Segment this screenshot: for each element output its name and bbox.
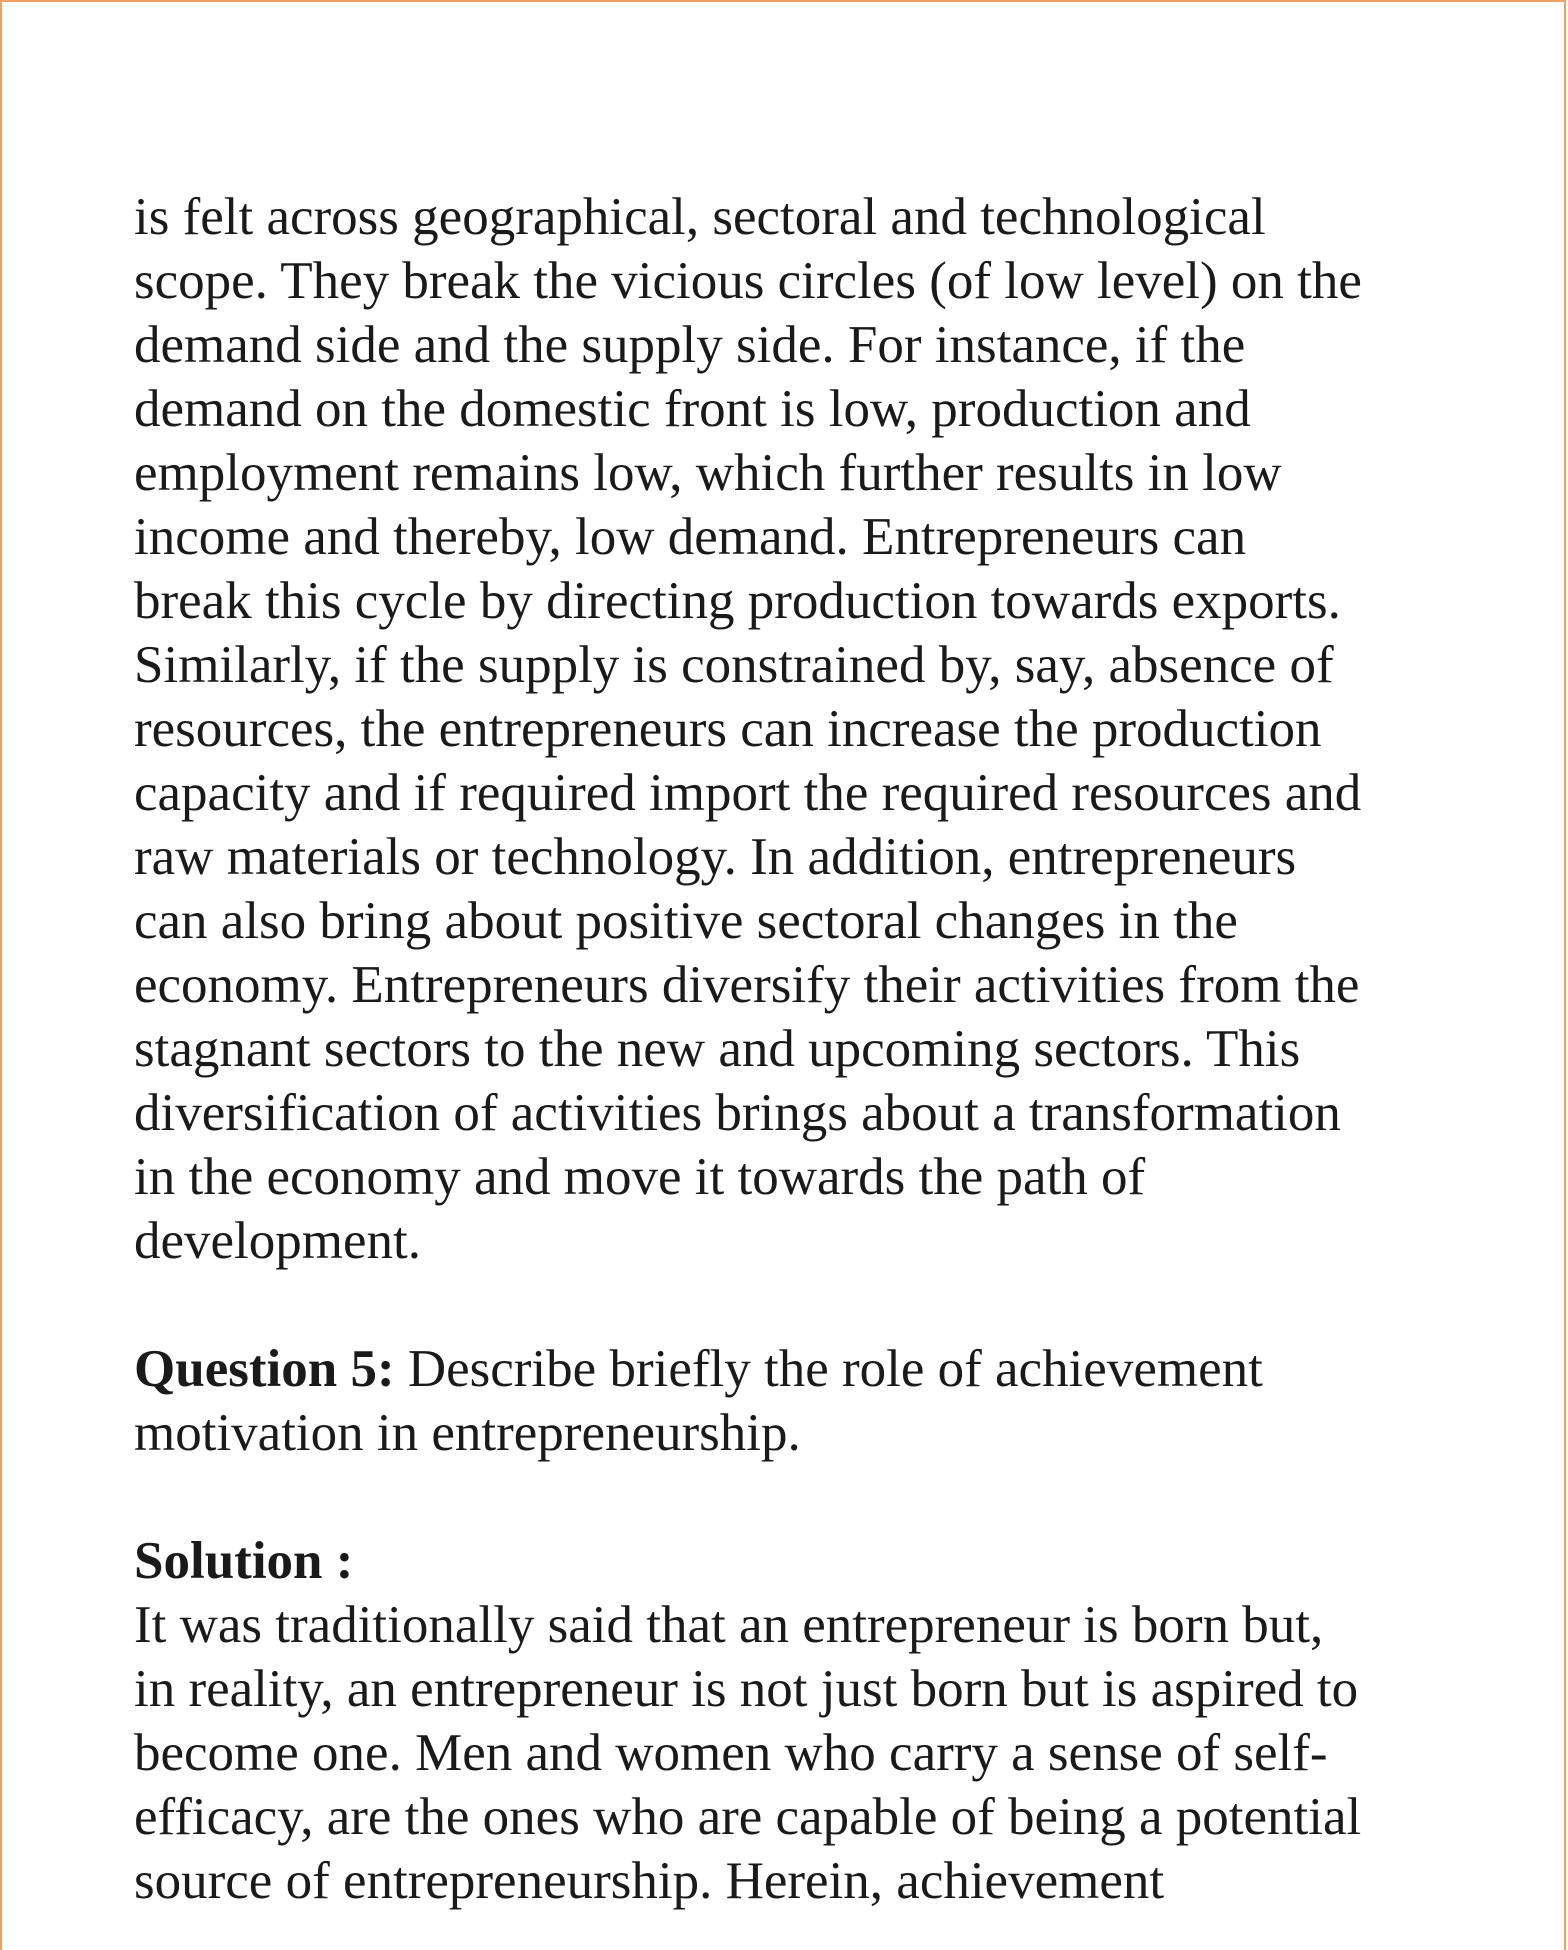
text-line: in reality, an entrepreneur is not just born but is aspired to (134, 1660, 1359, 1718)
question-line: motivation in entrepreneurship. (134, 1404, 801, 1462)
text-line: demand side and the supply side. For instance, if the (134, 316, 1246, 374)
text-line: economy. Entrepreneurs diversify their activities from the (134, 956, 1360, 1014)
text-line: raw materials or technology. In addition, entrepreneurs (134, 828, 1297, 886)
question-text: Describe briefly the role of achievement (394, 1340, 1263, 1398)
text-line: income and thereby, low demand. Entrepreneurs can (134, 508, 1247, 566)
text-line: development. (134, 1212, 421, 1270)
text-line: demand on the domestic front is low, production and (134, 380, 1251, 438)
document-body (134, 185, 1444, 1913)
text-line: It was traditionally said that an entrepreneur is born but, (134, 1596, 1324, 1654)
solution-block (134, 1529, 1444, 1913)
text-line: source of entrepreneurship. Herein, achievement (134, 1852, 1165, 1910)
paragraph-gap (134, 1273, 1444, 1337)
question-line (134, 1337, 1444, 1401)
paragraph-gap (134, 1465, 1444, 1529)
text-line: efficacy, are the ones who are capable of being a potential (134, 1788, 1362, 1846)
text-line: stagnant sectors to the new and upcoming sectors. This (134, 1020, 1301, 1078)
text-line: can also bring about positive sectoral changes in the (134, 892, 1238, 950)
text-line: become one. Men and women who carry a sense of self- (134, 1724, 1328, 1782)
text-line: employment remains low, which further results in low (134, 444, 1282, 502)
intro-paragraph (134, 185, 1444, 1273)
text-line: capacity and if required import the required resources and (134, 764, 1362, 822)
text-line: in the economy and move it towards the path of (134, 1148, 1146, 1206)
text-line: break this cycle by directing production towards exports. (134, 572, 1341, 630)
question-label: Question 5: (134, 1340, 395, 1398)
text-line: resources, the entrepreneurs can increase the production (134, 700, 1322, 758)
question-block (134, 1337, 1444, 1465)
solution-label: Solution : (134, 1532, 354, 1590)
text-line: diversification of activities brings about a transformation (134, 1084, 1341, 1142)
text-line: scope. They break the vicious circles (of low level) on the (134, 252, 1362, 310)
text-line: is felt across geographical, sectoral and technological (134, 188, 1266, 246)
text-line: Similarly, if the supply is constrained by, say, absence of (134, 636, 1334, 694)
